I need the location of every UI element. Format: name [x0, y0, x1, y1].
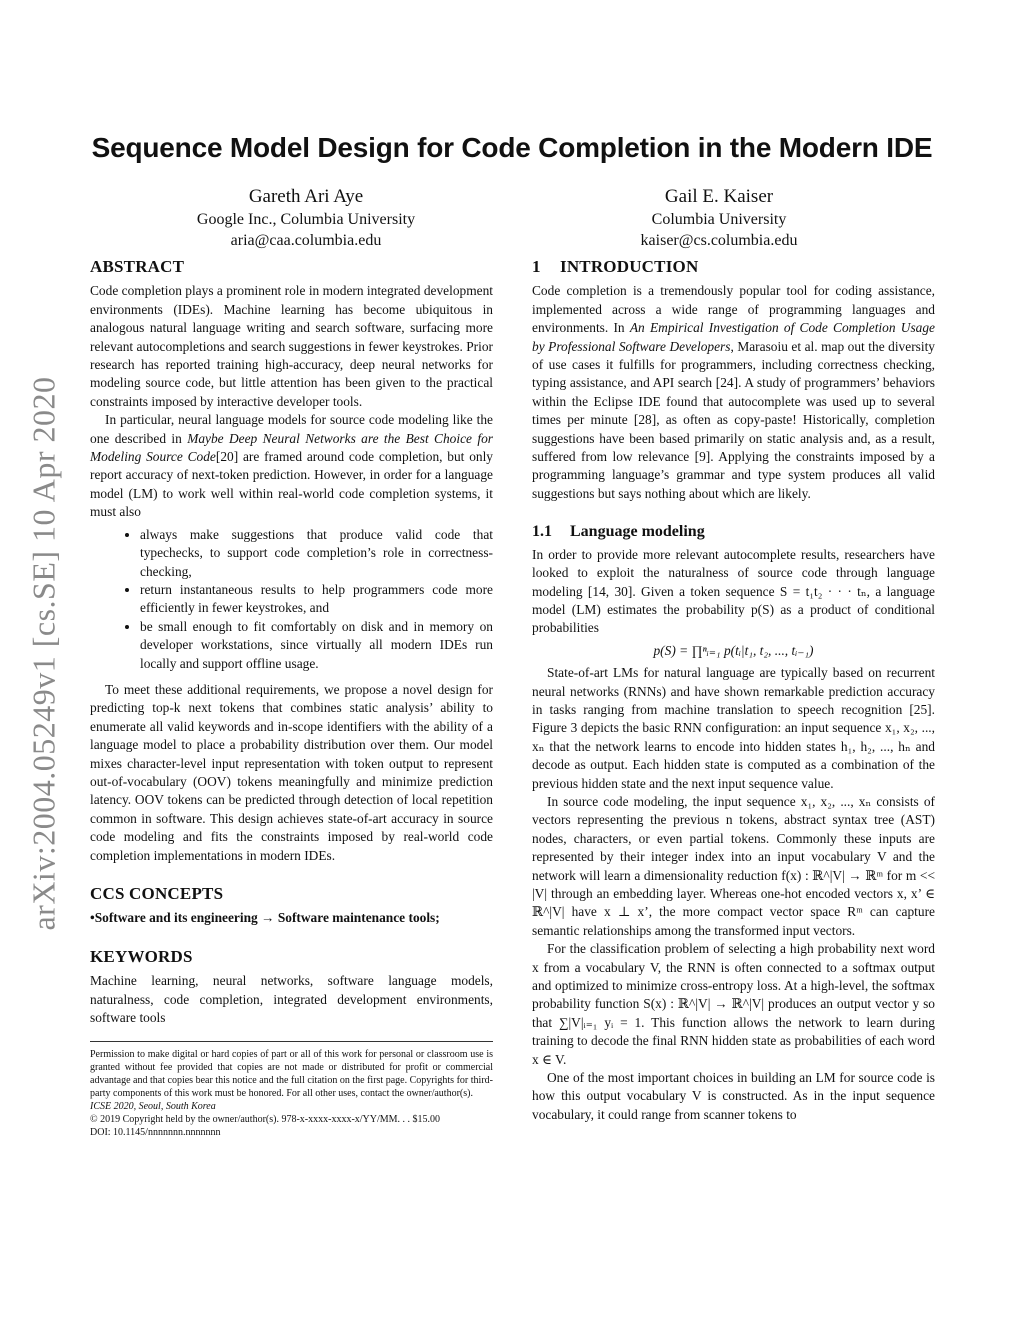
ccs-heading: CCS CONCEPTS — [90, 884, 224, 903]
author-affiliation: Columbia University — [651, 211, 787, 228]
requirements-list — [90, 526, 493, 673]
author-block-2 — [529, 185, 909, 251]
doi: DOI: 10.1145/nnnnnnn.nnnnnnn — [90, 1127, 221, 1139]
copyright: © 2019 Copyright held by the owner/author(s). 978-x-xxxx-xxxx-x/YY/MM. . . $15.00 — [90, 1114, 441, 1126]
language-modeling-heading: 1.1 Language modeling — [532, 523, 705, 541]
paper-title: Sequence Model Design for Code Completion in the Modern IDE — [91, 132, 933, 163]
permission-notice: Permission to make digital or hard copies of part or all of this work for personal or classroom use is granted without fee provided that copies are not made or distributed for profit or commercial advantage and that copies bear this notice and the full citation on the first page. Copyrights for third-party components of this work must be honored. For all other uses, contact the owner/author(s). — [90, 1049, 493, 1100]
keywords-text: Machine learning, neural networks, software language models, naturalness, code completion, integrated development environments, software tools — [90, 973, 493, 1026]
arxiv-stamp: arXiv:2004.05249v1 [cs.SE] 10 Apr 2020 — [25, 375, 62, 931]
intro-paragraph-1: Code completion is a tremendously popular tool for coding assistance, implemented across a wide range of programming languages and environments. In An Empirical Investigation of Code Completion Usage by Professional Software Developers, Marasoiu et al. map out the diversity of use cases it fulfills for programmers, including correctness checking, typing assistance, and API search [24]. A study of programmers’ behaviors within the Eclipse IDE found that autocomplete was used up to several times per minute [28], as often as copy-paste! Historically, completion suggestions have been based primarily on static analysis and, as a result, suffered from low relevance [9]. Applying the constraints imposed by a programming language’s grammar and type system produces all valid suggestions but says nothing about which are likely. — [532, 283, 936, 501]
intro-heading: 1 INTRODUCTION — [532, 257, 699, 276]
abstract-heading: ABSTRACT — [90, 257, 185, 276]
cited-title: Maybe Deep Neural Networks are the Best Choice for Modeling Source Code — [90, 430, 493, 465]
author-email: aria@caa.columbia.edu — [230, 232, 382, 249]
author-email: kaiser@cs.columbia.edu — [640, 232, 798, 249]
list-item: • be small enough to fit comfortably on disk and in memory on developer workstations, since virtually all modern IDEs run locally and support offline usage. — [140, 618, 493, 673]
lm-paragraph-2: State-of-art LMs for natural language are typically based on recurrent neural networks (RNNs) and have shown remarkable prediction accuracy in tasks ranging from machine translation to speech recognition [25]. Figure 3 depicts the basic RNN configuration: an input sequence x₁, x₂, ..., xₙ that the network learns to encode into hidden states h₁, h₂, ..., hₙ and decode as output. Each hidden state is computed as a combination of the previous hidden state and the next input sequence value. — [532, 665, 935, 791]
venue: ICSE 2020, Seoul, South Korea — [90, 1101, 216, 1113]
cited-title: An Empirical Investigation of Code Completion Usage by Professional Software Developers — [532, 320, 935, 354]
keywords-heading: KEYWORDS — [90, 946, 193, 966]
left-column — [90, 258, 493, 1139]
lm-paragraph-5: One of the most important choices in building an LM for source code is how this output vocabulary V is constructed. As in the input sequence vocabulary, it could range from scanner tokens to — [532, 1070, 935, 1122]
author-block-1 — [116, 185, 496, 251]
abstract-paragraph-3: To meet these additional requirements, we propose a novel design for predicting top-k next tokens that combines static analysis’ ability to enumerate all valid keywords and in-scope identifiers with the ability of a language model to place a probability distribution over them. Our model mixes character-level input representation with token output to represent out-of-vocabulary (OOV) tokens meaningfully and minimize prediction latency. OOV tokens can be predicted through detection of local repetition common in software. This design achieves state-of-art accuracy in source code modeling and fits the constraints imposed by real-world code completion implementations in modern IDEs. — [90, 681, 493, 863]
lm-paragraph-4: For the classification problem of selecting a high probability next word x from a vocabulary V, the RNN is often connected to a softmax output and optimized to minimize cross-entropy loss. At a high-level, the softmax probability function S(x) : ℝ^|V| → ℝ^|V| produces an output vector y so that ∑|V|ᵢ₌₁ yᵢ = 1. This function allows the network to learn during training to decode the final RNN hidden state as probabilities of each word x ∈ V. — [532, 941, 935, 1067]
ccs-concepts: •Software and its engineering → Software maintenance tools; — [90, 910, 440, 926]
list-item: • always make suggestions that produce valid code that typechecks, to support code completion’s role in correctness-checking, — [140, 526, 493, 581]
abstract-paragraph-2: In particular, neural language models for source code modeling like the one described in Maybe Deep Neural Networks are the Best Choice for Modeling Source Code[20] are framed around code completion, but only report accuracy of next-token prediction. However, in order for a language model (LM) to work well within real-world code completion systems, it must also — [90, 412, 493, 520]
author-affiliation: Google Inc., Columbia University — [196, 211, 416, 228]
right-column — [532, 258, 935, 1124]
author-name: Gail E. Kaiser — [664, 186, 774, 207]
author-name: Gareth Ari Aye — [248, 186, 364, 207]
footnote-divider — [90, 1041, 493, 1042]
lm-paragraph-3: In source code modeling, the input sequence x₁, x₂, ..., xₙ consists of vectors representing the previous n tokens, abstract syntax tree (AST) nodes, characters, or even partial tokens. Commonly these inputs are represented by their integer index into an input vocabulary V and the network will learn a dimensionality reduction f(x) : ℝ^|V| → ℝᵐ for m << |V| through an embedding layer. Whereas one-hot encoded vectors x, x’ ∈ ℝ^|V| have x ⊥ x’, the more compact vector space Rᵐ can capture semantic relationships among the transformed input vectors. — [532, 793, 935, 938]
probability-equation: p(S) = ∏ⁿᵢ₌₁ p(tᵢ|t₁, t₂, ..., tᵢ₋₁) — [653, 642, 814, 658]
lm-paragraph-1: In order to provide more relevant autocomplete results, researchers have looked to exploit the naturalness of source code through language modeling [14, 30]. Given a token sequence S = t₁t₂ · · · tₙ, a language model (LM) estimates the probability p(S) as a product of conditional probabilities — [532, 546, 935, 636]
list-item: • return instantaneous results to help programmers code more efficiently in fewer keystrokes, and — [140, 581, 493, 618]
footnote — [90, 1048, 493, 1139]
abstract-paragraph-1: Code completion plays a prominent role in modern integrated development environments (IDEs). Machine learning has become ubiquitous in analogous natural language writing and search software, surfacing more relevant autocompletions and search suggestions in fewer keystrokes. Prior research has reported training high-accuracy, deep neural networks for modeling source code, but little attention has been given to the practical constraints imposed by interactive developer tools. — [90, 283, 493, 409]
